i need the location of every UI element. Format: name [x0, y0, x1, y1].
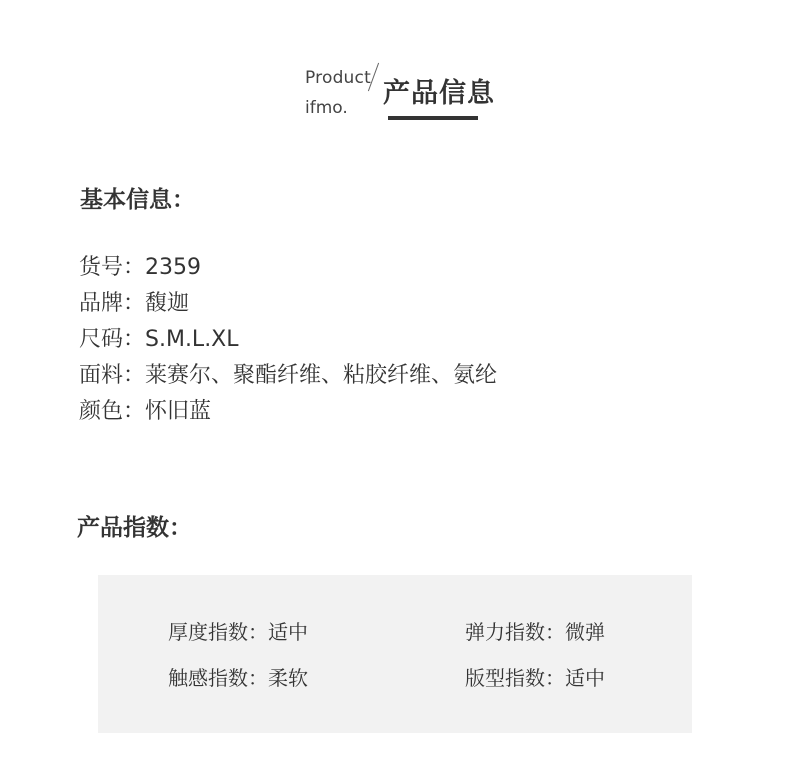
header-en-line2: ifmo.	[305, 98, 348, 118]
info-row-size: 尺码：S.M.L.XL	[79, 327, 239, 352]
info-row-brand: 品牌：馥迦	[79, 291, 190, 316]
info-row-sku: 货号：2359	[79, 255, 201, 280]
product-index-heading: 产品指数：	[77, 515, 192, 541]
index-thickness: 厚度指数：适中	[168, 620, 308, 644]
basic-info-list	[79, 250, 497, 430]
index-touch: 触感指数：柔软	[168, 666, 308, 690]
header-en-line1: Product	[305, 68, 371, 88]
page-title: 产品信息	[383, 78, 495, 109]
title-underline	[388, 116, 478, 120]
index-elasticity: 弹力指数：微弹	[465, 620, 605, 644]
index-fit: 版型指数：适中	[465, 666, 605, 690]
info-row-fabric: 面料：莱赛尔、聚酯纤维、粘胶纤维、氨纶	[79, 363, 498, 388]
product-index-panel	[98, 575, 692, 733]
page-header	[0, 0, 790, 140]
info-row-color: 颜色：怀旧蓝	[79, 399, 212, 424]
basic-info-heading: 基本信息：	[80, 187, 195, 213]
